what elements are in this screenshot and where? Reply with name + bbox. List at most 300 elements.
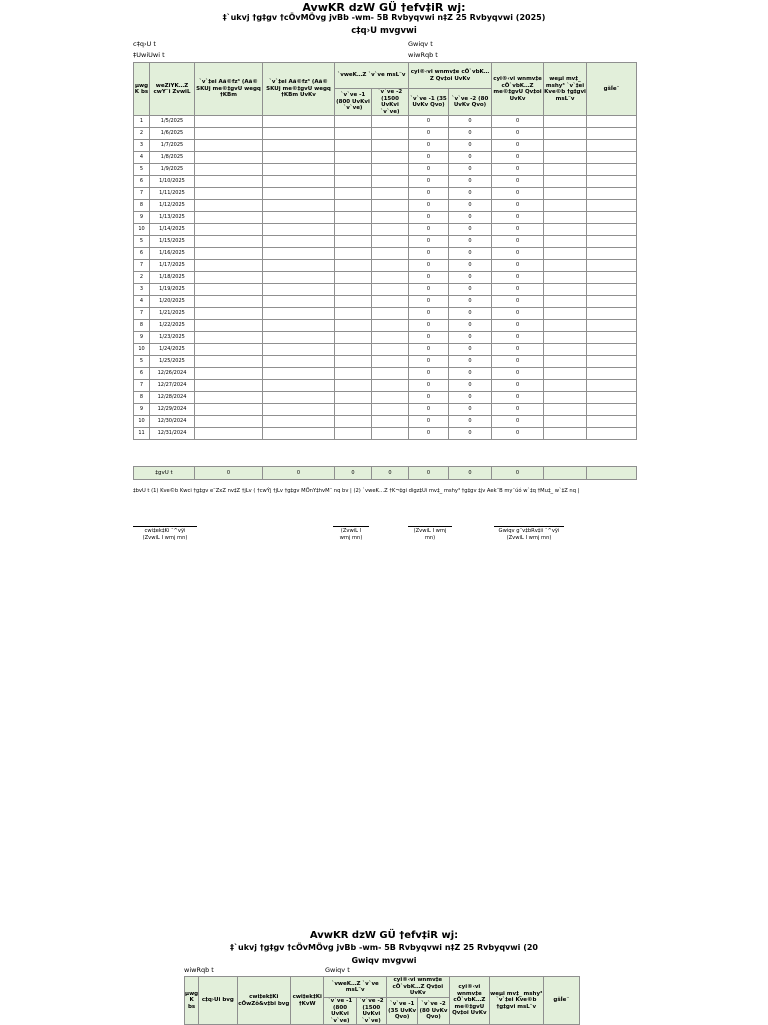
- row-serial: 11: [134, 428, 150, 440]
- row-discount-2: 0: [449, 164, 492, 176]
- row-empty: [544, 188, 587, 200]
- row-date: 1/11/2025: [150, 188, 195, 200]
- row-empty: [544, 296, 587, 308]
- region-label: wiwRqb t: [408, 51, 438, 59]
- row-empty: [544, 260, 587, 272]
- row-discount-2: 0: [449, 344, 492, 356]
- row-discount-1: 0: [409, 308, 449, 320]
- row-empty: [544, 200, 587, 212]
- table-row: [134, 344, 637, 356]
- row-empty: [544, 140, 587, 152]
- row-empty: [195, 356, 263, 368]
- row-empty: [195, 392, 263, 404]
- row-discount-2: 0: [449, 296, 492, 308]
- row-empty: [263, 368, 335, 380]
- p2-header-point: c‡q›Ui bvg: [199, 977, 237, 1025]
- row-serial: 8: [134, 200, 150, 212]
- row-total-discount: 0: [492, 332, 544, 344]
- header-memo-count: weµi mv‡_ mshy³ `v`‡ei Kve©b †g‡gvi msL¨v: [544, 63, 587, 116]
- row-serial: 5: [134, 356, 150, 368]
- row-remarks: [587, 152, 637, 164]
- row-discount-1: 0: [409, 368, 449, 380]
- p2-header-claim-2: `v`ve -2 (1500 UvKvi `v`ve): [356, 998, 386, 1025]
- row-date: 1/17/2025: [150, 260, 195, 272]
- table-row: [134, 428, 637, 440]
- row-total-discount: 0: [492, 296, 544, 308]
- table-row: [134, 236, 637, 248]
- row-discount-2: 0: [449, 380, 492, 392]
- row-empty: [544, 356, 587, 368]
- row-remarks: [587, 344, 637, 356]
- p2-header-discount-group: cyi®‹vi wnmv‡e cÖ`vbK…Z Qv‡oi UvKv: [387, 977, 450, 998]
- row-date: 12/28/2024: [150, 392, 195, 404]
- row-empty: [372, 320, 409, 332]
- row-empty: [335, 368, 372, 380]
- row-serial: 5: [134, 164, 150, 176]
- total-cell: 0: [372, 467, 409, 480]
- row-empty: [195, 380, 263, 392]
- area-summary-table: [184, 976, 580, 1025]
- row-discount-2: 0: [449, 320, 492, 332]
- row-empty: [544, 236, 587, 248]
- row-empty: [263, 272, 335, 284]
- signature-area-manager: [494, 526, 564, 541]
- header-remarks: gšÍe¨: [587, 63, 637, 116]
- row-empty: [335, 416, 372, 428]
- row-discount-2: 0: [449, 368, 492, 380]
- row-empty: [195, 152, 263, 164]
- row-empty: [195, 188, 263, 200]
- row-empty: [372, 416, 409, 428]
- row-discount-1: 0: [409, 236, 449, 248]
- row-discount-1: 0: [409, 224, 449, 236]
- row-empty: [263, 332, 335, 344]
- row-serial: 9: [134, 212, 150, 224]
- row-serial: 10: [134, 224, 150, 236]
- row-empty: [195, 320, 263, 332]
- row-empty: [544, 116, 587, 128]
- row-date: 12/29/2024: [150, 404, 195, 416]
- p2-header-discount-2: `v`ve -2 (80 UvKv Qvo): [418, 998, 449, 1025]
- row-empty: [372, 284, 409, 296]
- signature-line-2: (ZvwiL I wmj mn): [142, 534, 188, 541]
- row-empty: [195, 284, 263, 296]
- row-discount-2: 0: [449, 428, 492, 440]
- row-serial: 8: [134, 392, 150, 404]
- row-remarks: [587, 248, 637, 260]
- row-total-discount: 0: [492, 428, 544, 440]
- row-empty: [372, 164, 409, 176]
- row-empty: [544, 152, 587, 164]
- row-empty: [544, 284, 587, 296]
- row-discount-2: 0: [449, 284, 492, 296]
- row-empty: [372, 296, 409, 308]
- document-subtitle: ‡`ukvj †g‡gv †cÖvMÖvg jvBb -wm- 5B Rvbyqvwi n‡Z 25 Rvbyqvwi (2025): [222, 13, 546, 22]
- row-discount-2: 0: [449, 392, 492, 404]
- row-empty: [372, 236, 409, 248]
- row-empty: [195, 344, 263, 356]
- header-discount-2: `v`ve -2 (80 UvKv Qvo): [449, 89, 492, 116]
- table-row: [134, 200, 637, 212]
- signature-line-2: (ZvwiL I wmj mn): [506, 534, 552, 541]
- row-remarks: [587, 140, 637, 152]
- table-row: [134, 380, 637, 392]
- row-serial: 3: [134, 140, 150, 152]
- header-cases: `v`‡ei Aã©fz³ (Aã© SKUj me©‡gvU wegq †KBm: [195, 63, 263, 116]
- table-row: [134, 368, 637, 380]
- row-discount-1: 0: [409, 356, 449, 368]
- row-discount-1: 0: [409, 260, 449, 272]
- row-discount-1: 0: [409, 140, 449, 152]
- row-empty: [335, 308, 372, 320]
- row-total-discount: 0: [492, 344, 544, 356]
- row-date: 1/24/2025: [150, 344, 195, 356]
- table-row: [134, 224, 637, 236]
- row-empty: [372, 116, 409, 128]
- row-serial: 9: [134, 404, 150, 416]
- row-empty: [195, 176, 263, 188]
- row-remarks: [587, 176, 637, 188]
- row-discount-2: 0: [449, 416, 492, 428]
- row-date: 1/13/2025: [150, 212, 195, 224]
- row-date: 1/16/2025: [150, 248, 195, 260]
- table-row: [134, 188, 637, 200]
- row-discount-2: 0: [449, 188, 492, 200]
- section-title: c‡q›U mvgvwi: [351, 26, 417, 36]
- area-label: Gwiqv t: [408, 40, 433, 48]
- total-cell: 0: [263, 467, 335, 480]
- row-serial: 10: [134, 416, 150, 428]
- total-cell-empty: [544, 467, 587, 480]
- row-date: 1/19/2025: [150, 284, 195, 296]
- row-date: 1/21/2025: [150, 308, 195, 320]
- total-cell: 0: [449, 467, 492, 480]
- row-serial: 4: [134, 296, 150, 308]
- row-discount-2: 0: [449, 332, 492, 344]
- row-remarks: [587, 356, 637, 368]
- table-row: [134, 296, 637, 308]
- row-discount-2: 0: [449, 224, 492, 236]
- p2-header-remarks: gšÍe¨: [543, 977, 579, 1025]
- row-empty: [544, 320, 587, 332]
- document-title: AvwKR dzW GÜ †efv‡iR wj:: [302, 1, 466, 14]
- row-date: 1/20/2025: [150, 296, 195, 308]
- row-serial: 4: [134, 152, 150, 164]
- row-serial: 7: [134, 188, 150, 200]
- row-empty: [335, 236, 372, 248]
- total-row: [134, 467, 637, 480]
- row-remarks: [587, 200, 637, 212]
- point-label: c‡q›U t: [133, 40, 156, 48]
- row-empty: [195, 248, 263, 260]
- row-empty: [372, 200, 409, 212]
- table-row: [134, 308, 637, 320]
- row-empty: [263, 284, 335, 296]
- header-discount-1: `v`ve -1 (35 UvKv Qvo): [409, 89, 449, 116]
- row-serial: 2: [134, 128, 150, 140]
- table-row: [134, 140, 637, 152]
- p2-header-code: cwi‡ek‡Ki †KvW: [291, 977, 324, 1025]
- row-empty: [372, 392, 409, 404]
- row-discount-2: 0: [449, 260, 492, 272]
- row-date: 1/18/2025: [150, 272, 195, 284]
- row-total-discount: 0: [492, 392, 544, 404]
- row-empty: [335, 200, 372, 212]
- row-empty: [335, 128, 372, 140]
- row-empty: [195, 116, 263, 128]
- table-row: [134, 128, 637, 140]
- row-empty: [263, 200, 335, 212]
- row-empty: [372, 404, 409, 416]
- row-discount-1: 0: [409, 188, 449, 200]
- row-total-discount: 0: [492, 128, 544, 140]
- header-serial: µwg K bs: [134, 63, 150, 116]
- row-empty: [335, 392, 372, 404]
- row-empty: [335, 296, 372, 308]
- row-empty: [195, 212, 263, 224]
- row-remarks: [587, 116, 637, 128]
- row-empty: [195, 272, 263, 284]
- row-date: 1/5/2025: [150, 116, 195, 128]
- table-row: [134, 116, 637, 128]
- row-empty: [195, 128, 263, 140]
- row-remarks: [587, 392, 637, 404]
- row-empty: [372, 128, 409, 140]
- total-row-table: [133, 466, 637, 480]
- row-remarks: [587, 308, 637, 320]
- row-empty: [335, 428, 372, 440]
- page2-title: AvwKR dzW GÜ †efv‡iR wj:: [309, 930, 459, 941]
- row-empty: [372, 140, 409, 152]
- row-remarks: [587, 296, 637, 308]
- row-empty: [263, 260, 335, 272]
- row-empty: [195, 296, 263, 308]
- row-empty: [263, 428, 335, 440]
- row-total-discount: 0: [492, 260, 544, 272]
- row-remarks: [587, 332, 637, 344]
- signature-line-1: (ZvwiL I wmj: [408, 526, 452, 535]
- row-empty: [263, 116, 335, 128]
- row-discount-1: 0: [409, 212, 449, 224]
- row-empty: [263, 416, 335, 428]
- row-empty: [263, 236, 335, 248]
- row-remarks: [587, 164, 637, 176]
- row-discount-2: 0: [449, 200, 492, 212]
- row-discount-1: 0: [409, 344, 449, 356]
- row-discount-2: 0: [449, 152, 492, 164]
- row-empty: [263, 188, 335, 200]
- page2-region-label: wiwRqb t: [184, 966, 214, 974]
- row-remarks: [587, 428, 637, 440]
- row-serial: 6: [134, 248, 150, 260]
- row-empty: [544, 428, 587, 440]
- row-empty: [544, 272, 587, 284]
- row-total-discount: 0: [492, 284, 544, 296]
- signature-line-1: Gwiqv g¨v‡bRv‡ii ¯^vÿi: [494, 526, 564, 535]
- row-empty: [195, 200, 263, 212]
- p2-header-serial: µwg K bs: [185, 977, 199, 1025]
- header-date: weZiYK…Z cwY¨i ZvwiL: [150, 63, 195, 116]
- territory-label: ‡UwiUwi t: [133, 51, 165, 59]
- header-total-discount: cyi®‹vi wnmv‡e cÖ`vbK…Z me©‡gvU Qv‡oi UvKv: [492, 63, 544, 116]
- signature-line-1: (ZvwiL I: [333, 526, 369, 535]
- row-discount-1: 0: [409, 116, 449, 128]
- row-empty: [372, 260, 409, 272]
- footnote: ‡bvU t (1) Kve©b Kwci †g‡gv e¨ZxZ nv‡Z †jLv ( †cwÝj †jLv †g‡gv MÖnY‡hvM¨ nq bv | (2) `vweK…Z †K¬‡gi digz‡Ui mv‡_ mshy³ †g‡gv ‡jv Aek¨B my¯úó w`‡q †Mu‡_ w`‡Z nq |: [133, 488, 580, 494]
- total-label: ‡gvU t: [134, 467, 195, 480]
- table-row: [134, 272, 637, 284]
- row-serial: 2: [134, 272, 150, 284]
- row-remarks: [587, 224, 637, 236]
- row-total-discount: 0: [492, 176, 544, 188]
- row-empty: [195, 236, 263, 248]
- row-serial: 5: [134, 236, 150, 248]
- row-empty: [195, 416, 263, 428]
- row-empty: [335, 260, 372, 272]
- row-empty: [544, 248, 587, 260]
- row-empty: [195, 164, 263, 176]
- row-empty: [335, 188, 372, 200]
- header-claim-1: `v`ve -1 (800 UvKvi `v`ve): [335, 89, 372, 116]
- row-date: 1/9/2025: [150, 164, 195, 176]
- total-cell-empty: [587, 467, 637, 480]
- row-discount-1: 0: [409, 248, 449, 260]
- total-cell: 0: [335, 467, 372, 480]
- row-empty: [335, 248, 372, 260]
- table-row: [134, 248, 637, 260]
- row-discount-2: 0: [449, 248, 492, 260]
- row-serial: 6: [134, 368, 150, 380]
- row-discount-2: 0: [449, 128, 492, 140]
- row-empty: [544, 344, 587, 356]
- row-total-discount: 0: [492, 368, 544, 380]
- total-cell: 0: [492, 467, 544, 480]
- row-remarks: [587, 284, 637, 296]
- table-row: [134, 260, 637, 272]
- row-empty: [335, 356, 372, 368]
- row-serial: 10: [134, 344, 150, 356]
- row-remarks: [587, 260, 637, 272]
- row-empty: [195, 428, 263, 440]
- row-discount-1: 0: [409, 296, 449, 308]
- row-empty: [544, 176, 587, 188]
- row-discount-2: 0: [449, 404, 492, 416]
- row-empty: [372, 308, 409, 320]
- row-empty: [544, 380, 587, 392]
- row-total-discount: 0: [492, 416, 544, 428]
- total-cell: 0: [409, 467, 449, 480]
- row-total-discount: 0: [492, 248, 544, 260]
- row-empty: [372, 368, 409, 380]
- row-discount-2: 0: [449, 308, 492, 320]
- row-empty: [335, 212, 372, 224]
- p2-header-claim-1: `v`ve -1 (800 UvKvi `v`ve): [324, 998, 356, 1025]
- row-empty: [263, 248, 335, 260]
- row-empty: [544, 404, 587, 416]
- row-date: 1/8/2025: [150, 152, 195, 164]
- row-discount-1: 0: [409, 404, 449, 416]
- row-total-discount: 0: [492, 236, 544, 248]
- row-discount-2: 0: [449, 116, 492, 128]
- row-empty: [195, 140, 263, 152]
- row-empty: [544, 416, 587, 428]
- row-empty: [372, 356, 409, 368]
- table-row: [134, 356, 637, 368]
- claims-table: [133, 62, 637, 440]
- row-date: 1/25/2025: [150, 356, 195, 368]
- row-empty: [544, 212, 587, 224]
- row-empty: [263, 404, 335, 416]
- row-serial: 8: [134, 320, 150, 332]
- row-total-discount: 0: [492, 200, 544, 212]
- row-discount-1: 0: [409, 392, 449, 404]
- row-serial: 7: [134, 308, 150, 320]
- row-empty: [335, 140, 372, 152]
- row-empty: [335, 332, 372, 344]
- row-empty: [335, 404, 372, 416]
- row-serial: 6: [134, 176, 150, 188]
- row-remarks: [587, 320, 637, 332]
- row-empty: [372, 428, 409, 440]
- p2-header-distributor: cwi‡ek‡Ki cÖwZô&v‡bi bvg: [237, 977, 291, 1025]
- p2-header-discount-1: `v`ve -1 (35 UvKv Qvo): [387, 998, 418, 1025]
- row-empty: [195, 332, 263, 344]
- row-empty: [335, 284, 372, 296]
- row-date: 1/15/2025: [150, 236, 195, 248]
- row-empty: [372, 272, 409, 284]
- row-date: 12/26/2024: [150, 368, 195, 380]
- row-date: 12/31/2024: [150, 428, 195, 440]
- row-discount-2: 0: [449, 140, 492, 152]
- row-remarks: [587, 272, 637, 284]
- row-total-discount: 0: [492, 116, 544, 128]
- row-discount-1: 0: [409, 200, 449, 212]
- page2-subtitle: ‡`ukvj †g‡gv †cÖvMÖvg jvBb -wm- 5B Rvbyqvwi n‡Z 25 Rvbyqvwi (20: [230, 943, 538, 952]
- row-empty: [263, 212, 335, 224]
- row-empty: [195, 404, 263, 416]
- row-total-discount: 0: [492, 356, 544, 368]
- row-empty: [263, 392, 335, 404]
- row-empty: [263, 128, 335, 140]
- row-empty: [372, 212, 409, 224]
- row-serial: 3: [134, 284, 150, 296]
- row-empty: [372, 152, 409, 164]
- row-discount-1: 0: [409, 164, 449, 176]
- table-row: [134, 320, 637, 332]
- row-date: 1/6/2025: [150, 128, 195, 140]
- row-empty: [335, 224, 372, 236]
- row-empty: [263, 320, 335, 332]
- row-date: 1/10/2025: [150, 176, 195, 188]
- table-row: [134, 416, 637, 428]
- row-discount-2: 0: [449, 356, 492, 368]
- row-empty: [372, 380, 409, 392]
- row-total-discount: 0: [492, 212, 544, 224]
- signature-line-1: cwi‡ek‡Ki ¯^vÿi: [133, 526, 197, 535]
- signature-2: [333, 526, 369, 541]
- table-row: [134, 392, 637, 404]
- row-remarks: [587, 380, 637, 392]
- row-discount-1: 0: [409, 284, 449, 296]
- row-total-discount: 0: [492, 140, 544, 152]
- row-date: 1/7/2025: [150, 140, 195, 152]
- signature-3: [408, 526, 452, 541]
- row-empty: [335, 116, 372, 128]
- row-discount-2: 0: [449, 212, 492, 224]
- row-discount-1: 0: [409, 272, 449, 284]
- row-discount-1: 0: [409, 152, 449, 164]
- row-empty: [544, 164, 587, 176]
